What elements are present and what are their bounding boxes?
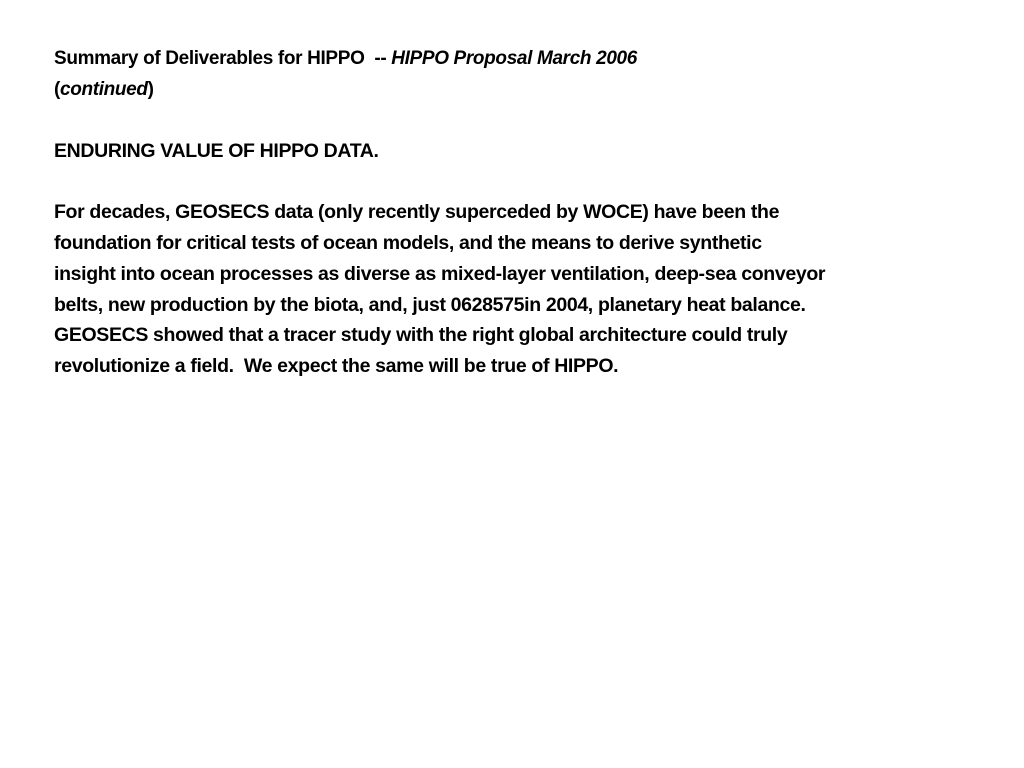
title-italic: HIPPO Proposal March 2006 xyxy=(391,48,637,69)
slide-title xyxy=(54,44,984,75)
title-prefix: Summary of Deliverables for HIPPO -- xyxy=(54,48,392,69)
paragraph-line: revolutionize a field. We expect the same will be true of HIPPO. xyxy=(54,355,619,377)
paragraph-line: insight into ocean processes as diverse as mixed-layer ventilation, deep-sea conveyor xyxy=(54,262,826,285)
continued-close-paren: ) xyxy=(147,78,154,100)
spacer xyxy=(54,167,984,198)
continued-label xyxy=(54,75,984,106)
section-heading: ENDURING VALUE OF HIPPO DATA. xyxy=(54,140,379,163)
paragraph-line: foundation for critical tests of ocean models, and the means to derive synthetic xyxy=(54,232,762,255)
continued-open-paren: ( xyxy=(54,78,60,100)
continued-word: continued xyxy=(59,78,148,100)
body-paragraph xyxy=(54,197,984,381)
paragraph-line: For decades, GEOSECS data (only recently superceded by WOCE) have been the xyxy=(54,201,780,224)
paragraph-line: belts, new production by the biota, and, just 0628575in 2004, planetary heat balance. xyxy=(54,293,806,316)
spacer xyxy=(54,105,984,136)
paragraph-line: GEOSECS showed that a tracer study with the right global architecture could truly xyxy=(54,324,788,347)
slide-content xyxy=(54,44,984,382)
